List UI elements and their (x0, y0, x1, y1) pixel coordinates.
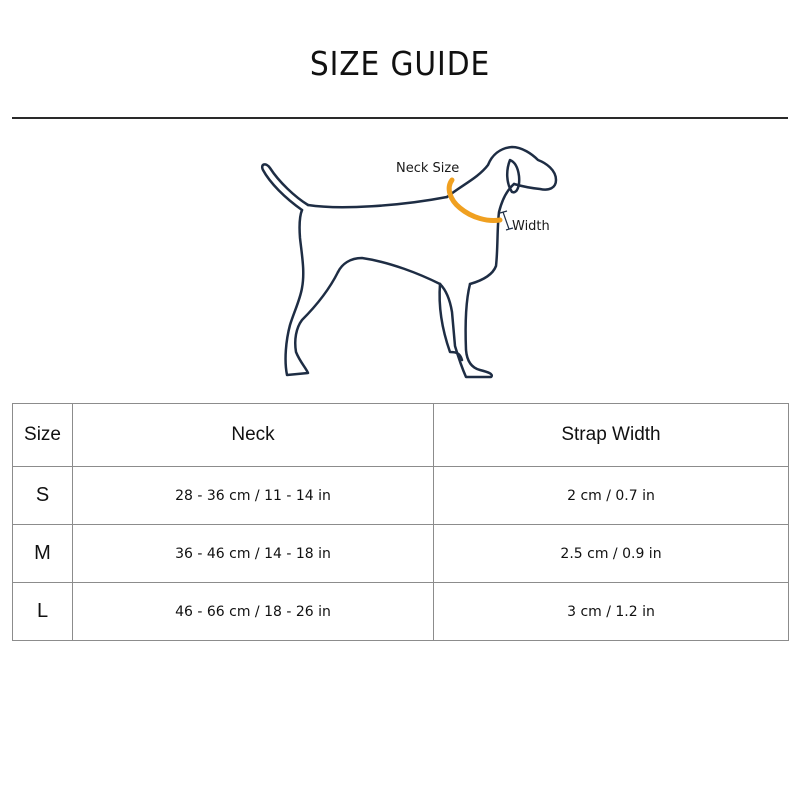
dog-hind-leg (286, 210, 338, 375)
neck-size-label: Neck Size (396, 161, 460, 176)
header-divider (12, 117, 788, 119)
size-cell: S (13, 467, 73, 525)
dog-illustration (240, 140, 580, 385)
size-cell: M (13, 525, 73, 583)
table-row (13, 525, 789, 583)
dog-head (447, 147, 556, 197)
strap-width-cell: 2.5 cm / 0.9 in (434, 525, 789, 583)
neck-cell: 36 - 46 cm / 14 - 18 in (73, 525, 434, 583)
dog-belly (338, 258, 440, 284)
size-table (12, 403, 789, 641)
strap-width-cell: 2 cm / 0.7 in (434, 467, 789, 525)
dog-back (308, 197, 447, 207)
strap-width-cell: 3 cm / 1.2 in (434, 583, 789, 641)
size-cell: L (13, 583, 73, 641)
column-header-strap-width: Strap Width (434, 404, 789, 467)
column-header-size: Size (13, 404, 73, 467)
neck-cell: 46 - 66 cm / 18 - 26 in (73, 583, 434, 641)
page-title: SIZE GUIDE (309, 44, 491, 83)
column-header-neck: Neck (73, 404, 434, 467)
table-row (13, 583, 789, 641)
table-header-row (13, 404, 789, 467)
dog-front-leg (440, 284, 492, 377)
dog-inner-front-leg (440, 284, 462, 360)
width-label: Width (512, 219, 550, 234)
neck-cell: 28 - 36 cm / 11 - 14 in (73, 467, 434, 525)
dog-throat (470, 184, 514, 284)
collar-highlight (449, 180, 500, 221)
table-row (13, 467, 789, 525)
dog-tail (262, 164, 308, 210)
